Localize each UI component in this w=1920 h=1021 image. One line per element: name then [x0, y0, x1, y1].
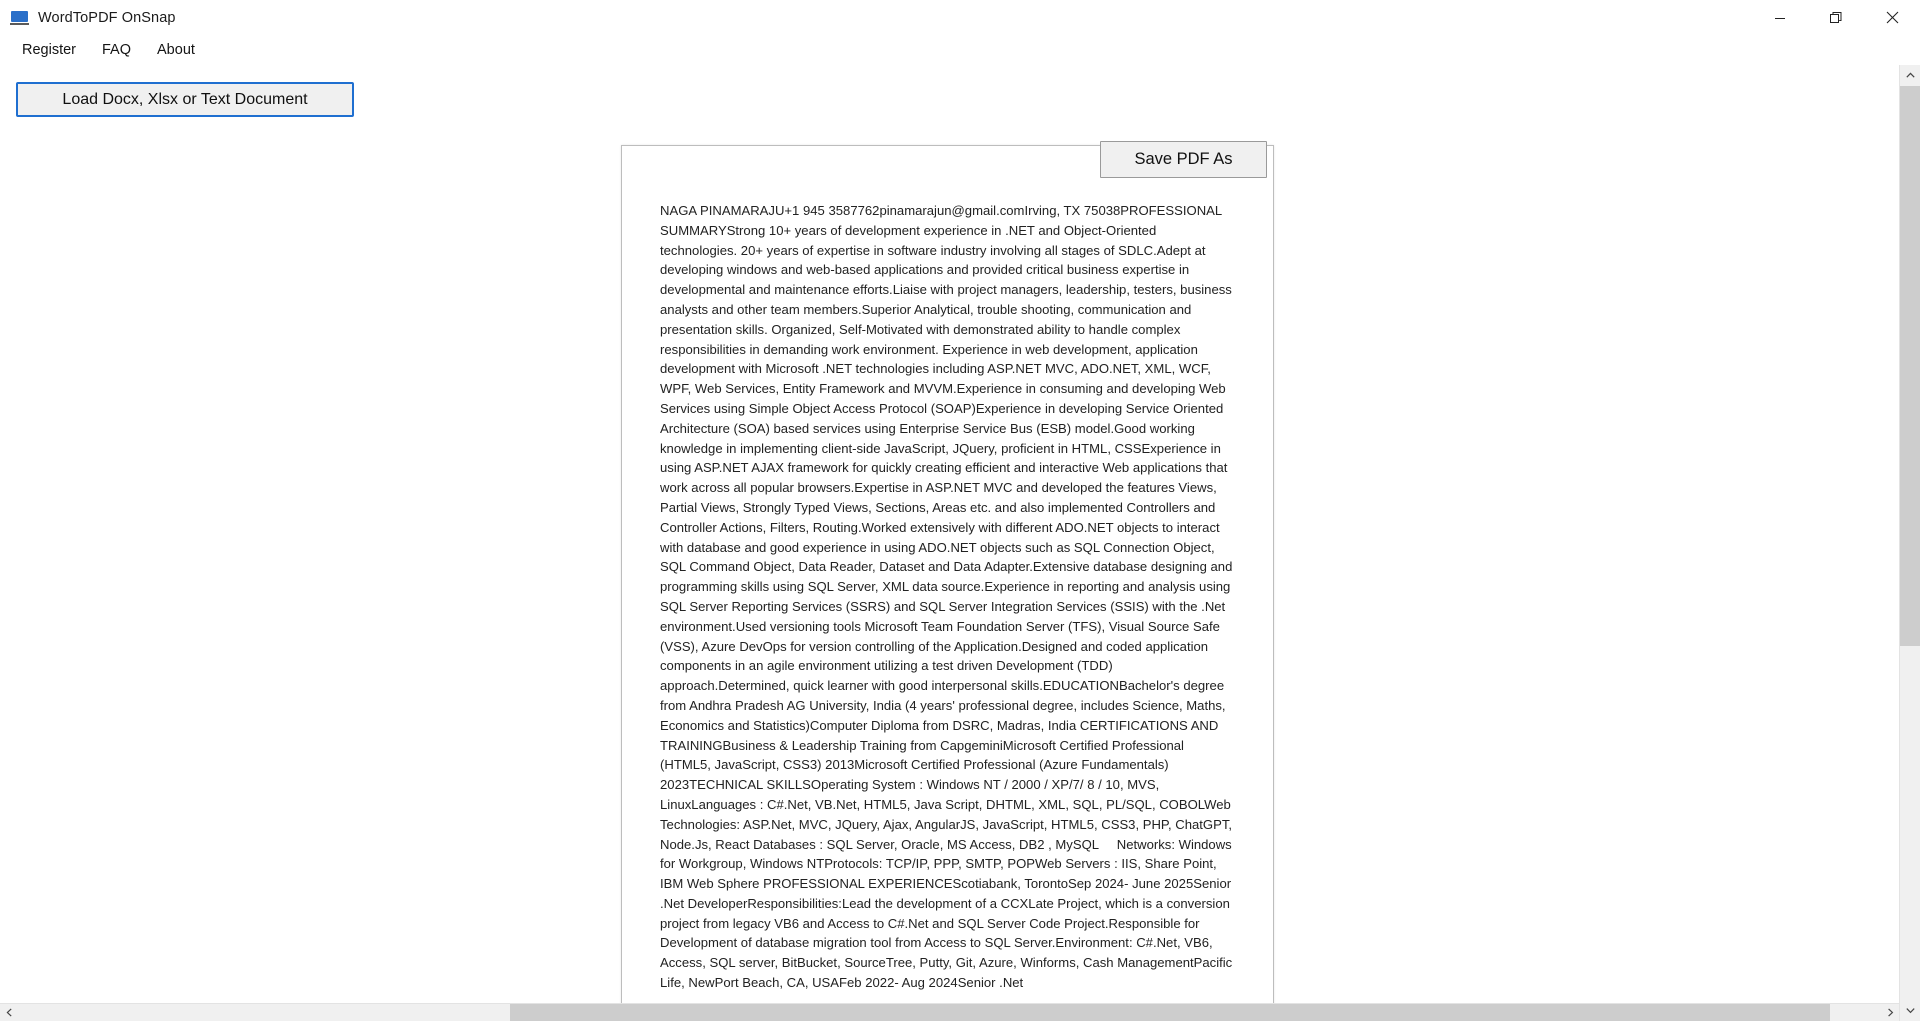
restore-icon [1829, 11, 1843, 25]
horizontal-scrollbar[interactable] [0, 1003, 1899, 1021]
monitor-icon [10, 8, 30, 28]
horizontal-scrollbar-thumb[interactable] [510, 1004, 1830, 1021]
minimize-button[interactable] [1752, 0, 1808, 35]
scroll-right-button[interactable] [1881, 1004, 1899, 1021]
main-content-area [0, 65, 1920, 1021]
scroll-up-button[interactable] [1900, 65, 1920, 86]
chevron-left-icon [6, 1008, 13, 1017]
window-title: WordToPDF OnSnap [38, 9, 176, 26]
maximize-button[interactable] [1808, 0, 1864, 35]
title-bar [0, 0, 1920, 36]
chevron-down-icon [1906, 1007, 1915, 1014]
close-icon [1886, 11, 1899, 24]
document-preview-text: NAGA PINAMARAJU+1 945 3587762pinamarajun@gmail.comIrving, TX 75038PROFESSIONAL SUMMARYStrong 10+ years of development experience in .NET and Object-Oriented technologies. 20+ years of expertise in software industry involving all stages of SDLC.Adept at developing windows and web-based applications and provided critical business expertise in developmental and maintenance efforts.Liaise with project managers, leadership, testers, business analysts and other team members.Superior Analytical, trouble shooting, communication and presentation skills. Organized, Self-Motivated with demonstrated ability to handle complex responsibilities in demanding work environment. Experience in web development, application development with Microsoft .NET technologies including ASP.NET MVC, ADO.NET, XML, WCF, WPF, Web Services, Entity Framework and MVVM.Experience in consuming and developing Web Services using Simple Object Access Protocol (SOAP)Experience in developing Service Oriented Architecture (SOA) based services using Enterprise Service Bus (ESB) model.Good working knowledge in implementing client-side JavaScript, JQuery, proficient in HTML, CSSExperience in using ASP.NET AJAX framework for quickly creating efficient and interactive Web applications that work across all popular browsers.Expertise in ASP.NET MVC and developed the features Views, Partial Views, Strongly Typed Views, Sections, Areas etc. and also implemented Controllers and Controller Actions, Filters, Routing.Worked extensively with different ADO.NET objects to interact with database and good experience in using ADO.NET objects such as SQL Connection Object, SQL Command Object, Data Reader, Dataset and Data Adapter.Extensive database designing and programming skills using SQL Server, XML data source.Experience in reporting and analysis using SQL Server Reporting Services (SSRS) and SQL Server Integration Services (SSIS) with the .Net environment.Used versioning tools Microsoft Team Foundation Server (TFS), Visual Source Safe (VSS), Azure DevOps for version controlling of the Application.Designed and coded application components in an agile environment utilizing a test driven Development (TDD) approach.Determined, quick learner with good interpersonal skills.EDUCATIONBachelor's degree from Andhra Pradesh AG University, India (4 years' professional degree, includes Science, Maths, Economics and Statistics)Computer Diploma from DSRC, Madras, India CERTIFICATIONS AND TRAININGBusiness & Leadership Training from CapgeminiMicrosoft Certified Professional (HTML5, JavaScript, CSS3) 2013Microsoft Certified Professional (Azure Fundamentals) 2023TECHNICAL SKILLSOperating System : Windows NT / 2000 / XP/7/ 8 / 10, MVS, LinuxLanguages : C#.Net, VB.Net, HTML5, Java Script, DHTML, XML, SQL, PL/SQL, COBOLWeb Technologies: ASP.Net, MVC, JQuery, Ajax, AngularJS, JavaScript, HTML5, CSS3, PHP, ChatGPT, Node.Js, React Databases : SQL Server, Oracle, MS Access, DB2 , MySQL Networks: Windows for Workgroup, Windows NTProtocols: TCP/IP, PPP, SMTP, POPWeb Servers : IIS, Share Point, IBM Web Sphere PROFESSIONAL EXPERIENCEScotiabank, TorontoSep 2024- June 2025Senior .Net DeveloperResponsibilities:Lead the development of a CCXLate Project, which is a conversion project from legacy VB6 and Access to C#.Net and SQL Server Code Project.Responsible for Development of database migration tool from Access to SQL Server.Environment: C#.Net, VB6, Access, SQL server, BitBucket, SourceTree, Putty, Git, Azure, Winforms, Cash ManagementPacific Life, NewPort Beach, CA, USAFeb 2022- Aug 2024Senior .Net [660, 203, 1236, 991]
scroll-left-button[interactable] [0, 1004, 18, 1021]
scroll-down-button[interactable] [1900, 1000, 1920, 1021]
menu-item-about[interactable]: About [157, 42, 195, 58]
vertical-scrollbar[interactable] [1899, 65, 1920, 1021]
menu-item-faq[interactable]: FAQ [102, 42, 132, 58]
menu-item-register[interactable]: Register [22, 42, 76, 58]
chevron-right-icon [1887, 1008, 1894, 1017]
save-pdf-as-button[interactable]: Save PDF As [1100, 141, 1267, 178]
vertical-scrollbar-thumb[interactable] [1900, 86, 1920, 646]
load-document-button[interactable]: Load Docx, Xlsx or Text Document [16, 82, 354, 117]
document-preview-page [621, 145, 1274, 1021]
close-button[interactable] [1864, 0, 1920, 35]
minimize-icon [1774, 12, 1786, 24]
menu-bar [0, 36, 1920, 65]
chevron-up-icon [1906, 72, 1915, 79]
